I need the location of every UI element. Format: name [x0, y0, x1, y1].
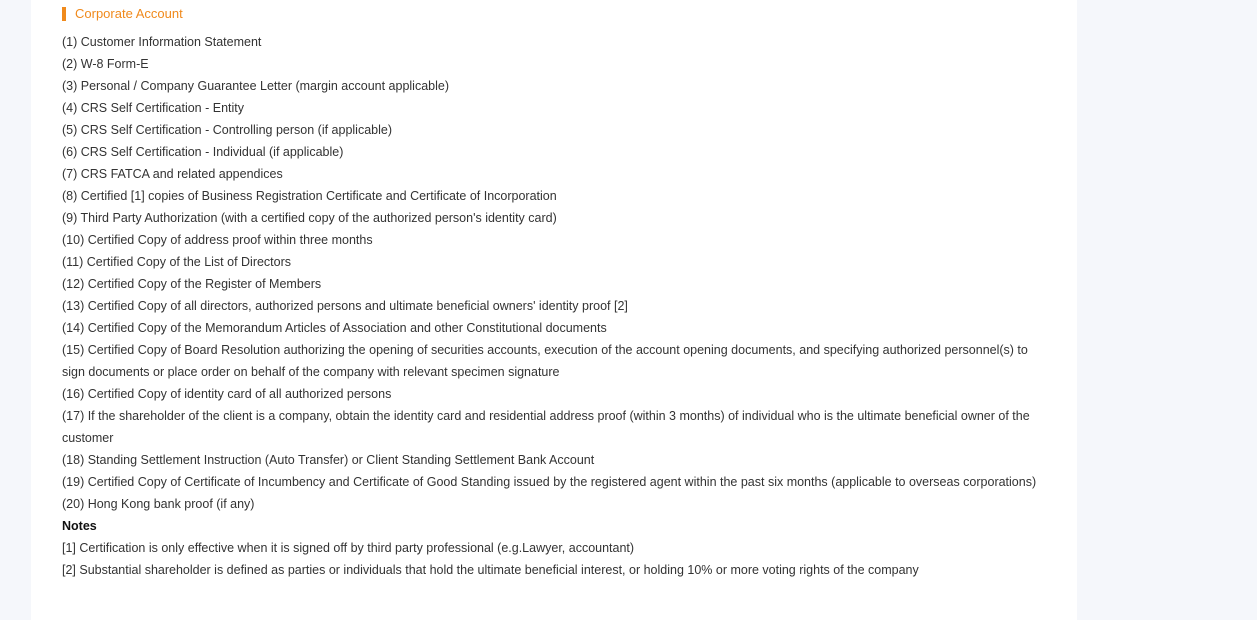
list-item: (7) CRS FATCA and related appendices [62, 167, 283, 181]
list-item: (8) Certified [1] copies of Business Registration Certificate and Certificate of Incorporation [62, 189, 557, 203]
list-item: (17) If the shareholder of the client is a company, obtain the identity card and residential address proof (within 3 months) of individual who is the ultimate beneficial owner of the customer [62, 409, 1030, 445]
list-item: (6) CRS Self Certification - Individual (if applicable) [62, 145, 344, 159]
section-title: Corporate Account [75, 6, 183, 21]
list-item: (5) CRS Self Certification - Controlling person (if applicable) [62, 123, 392, 137]
notes-heading: Notes [62, 519, 97, 533]
list-item: (11) Certified Copy of the List of Directors [62, 255, 292, 269]
list-item: (10) Certified Copy of address proof within three months [62, 233, 373, 247]
list-item: (19) Certified Copy of Certificate of Incumbency and Certificate of Good Standing issued by the registered agent within the past six months (applicable to overseas corporations) [62, 475, 1037, 489]
section-header [62, 5, 183, 23]
list-item: (1) Customer Information Statement [62, 35, 262, 49]
note-item: [1] Certification is only effective when it is signed off by third party professional (e.g.Lawyer, accountant) [62, 541, 635, 555]
list-item: (16) Certified Copy of identity card of all authorized persons [62, 387, 392, 401]
content-panel [31, 0, 1077, 620]
section-accent-bar [62, 7, 66, 21]
list-item: (13) Certified Copy of all directors, authorized persons and ultimate beneficial owners' identity proof [2] [62, 299, 628, 313]
note-item: [2] Substantial shareholder is defined as parties or individuals that hold the ultimate beneficial interest, or holding 10% or more voting rights of the company [62, 563, 919, 577]
list-item: (15) Certified Copy of Board Resolution authorizing the opening of securities accounts, execution of the account opening documents, and specifying authorized personnel(s) to sign documents or place order on behalf of the company with relevant specimen signature [62, 343, 1028, 379]
document-list [62, 31, 1052, 581]
list-item: (20) Hong Kong bank proof (if any) [62, 497, 255, 511]
list-item: (12) Certified Copy of the Register of Members [62, 277, 322, 291]
list-item: (18) Standing Settlement Instruction (Auto Transfer) or Client Standing Settlement Bank Account [62, 453, 595, 467]
list-item: (4) CRS Self Certification - Entity [62, 101, 244, 115]
list-item: (14) Certified Copy of the Memorandum Articles of Association and other Constitutional documents [62, 321, 607, 335]
list-item: (2) W-8 Form-E [62, 57, 149, 71]
list-item: (3) Personal / Company Guarantee Letter (margin account applicable) [62, 79, 450, 93]
list-item: (9) Third Party Authorization (with a certified copy of the authorized person's identity card) [62, 211, 557, 225]
